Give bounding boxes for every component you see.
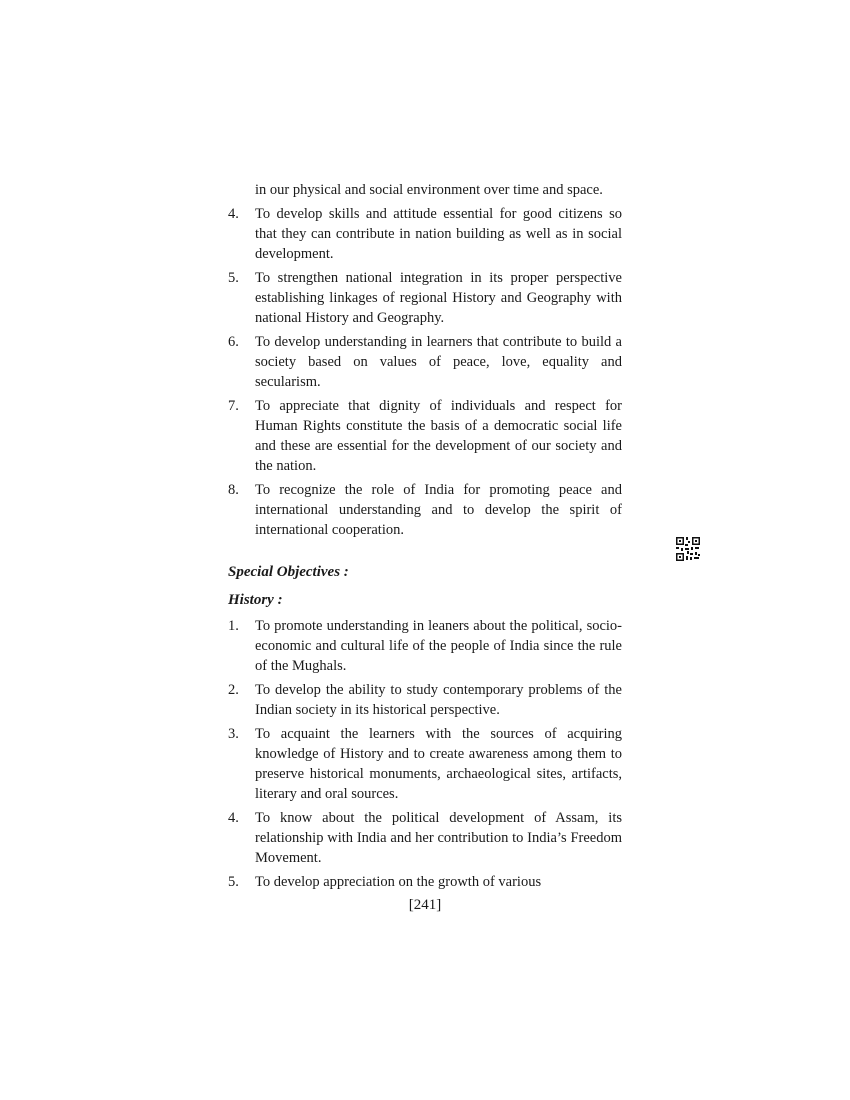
item-text: To develop understanding in learners that contribute to build a society based on values of peace, love, equality and secularism. bbox=[255, 334, 622, 390]
item-text: To promote understanding in leaners about the political, socio-economic and cultural life of the people of India since the rule of the Mughals. bbox=[255, 618, 622, 674]
qr-code-icon-graphic bbox=[675, 536, 701, 562]
item-text: To recognize the role of India for promoting peace and international understanding and to develop the spirit of international cooperation. bbox=[255, 482, 622, 538]
item-number: 1. bbox=[228, 618, 239, 634]
item-text: To appreciate that dignity of individuals and respect for Human Rights constitute the basis of a democratic social life and these are essential for the development of our society and the nation. bbox=[255, 398, 622, 474]
qr-code-icon[interactable] bbox=[675, 536, 701, 562]
list-item bbox=[228, 480, 622, 540]
item-text: To develop the ability to study contemporary problems of the Indian society in its historical perspective. bbox=[255, 682, 622, 718]
list-item bbox=[228, 872, 622, 892]
page-number: [241] bbox=[408, 897, 442, 913]
list-item bbox=[228, 724, 622, 804]
history-heading: History : bbox=[228, 592, 283, 608]
item-number: 8. bbox=[228, 482, 239, 498]
item-number: 3. bbox=[228, 726, 239, 742]
list-item bbox=[228, 204, 622, 264]
item-number: 5. bbox=[228, 270, 239, 286]
item-number: 4. bbox=[228, 206, 239, 222]
special-objectives-heading: Special Objectives : bbox=[228, 564, 349, 580]
page-body bbox=[228, 180, 622, 896]
item-text: To know about the political development of Assam, its relationship with India and her contribution to India’s Freedom Movement. bbox=[255, 810, 622, 866]
list-item bbox=[228, 396, 622, 476]
list-item bbox=[228, 332, 622, 392]
list-item bbox=[228, 616, 622, 676]
item-text: To develop appreciation on the growth of various bbox=[255, 874, 542, 890]
list-item bbox=[228, 680, 622, 720]
item-number: 5. bbox=[228, 874, 239, 890]
item-text: To acquaint the learners with the sources of acquiring knowledge of History and to create awareness among them to preserve historical monuments, archaeological sites, artifacts, literary and oral sources. bbox=[255, 726, 622, 802]
list-item bbox=[228, 268, 622, 328]
item-number: 2. bbox=[228, 682, 239, 698]
item-text: To develop skills and attitude essential for good citizens so that they can contribute in nation building as well as in social development. bbox=[255, 206, 622, 262]
list-item bbox=[228, 808, 622, 868]
item-number: 7. bbox=[228, 398, 239, 414]
continuation-text: in our physical and social environment over time and space. bbox=[255, 182, 603, 198]
item-number: 4. bbox=[228, 810, 239, 826]
item-text: To strengthen national integration in its proper perspective establishing linkages of regional History and Geography with national History and Geography. bbox=[255, 270, 622, 326]
item-number: 6. bbox=[228, 334, 239, 350]
